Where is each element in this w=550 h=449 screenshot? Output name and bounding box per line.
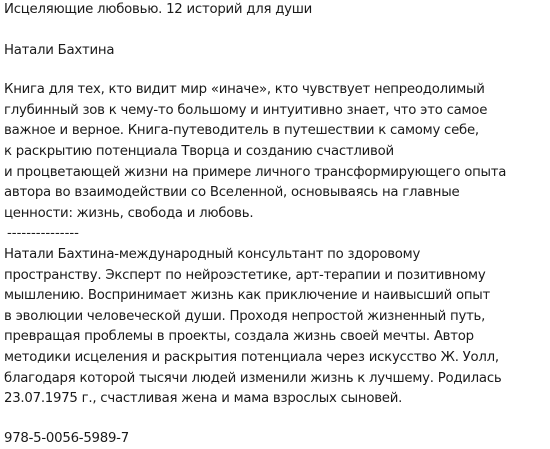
description-line: Книга для тех, кто видит мир «иначе», кто чувствует непреодолимый	[4, 82, 485, 98]
description-line: к раскрытию потенциала Творца и созданию счастливой	[4, 143, 394, 159]
bio-line: в эволюции человеческой души. Проходя непростой жизненный путь,	[4, 308, 486, 324]
description-line: важное и верное. Книга-путеводитель в путешествии к самому себе,	[4, 123, 479, 139]
bio-line: Натали Бахтина-международный консультант по здоровому	[4, 246, 421, 262]
bio-line: 23.07.1975 г., счастливая жена и мама взрослых сыновей.	[4, 391, 403, 407]
description-line: автора во взаимодействии со Вселенной, основываясь на главные	[4, 185, 460, 201]
bio-line: благодаря которой тысячи людей изменили жизнь к лучшему. Родилась	[4, 370, 502, 386]
description-line: и процветающей жизни на примере личного трансформирующего опыта	[4, 164, 507, 180]
bio-line: методики исцеления и раскрытия потенциала через искусство Ж. Уолл,	[4, 349, 499, 365]
bio-line: превращая проблемы в проекты, создала жизнь своей мечты. Автор	[4, 329, 474, 345]
bio-line: мышлению. Воспринимает жизнь как приключение и наивысший опыт	[4, 288, 491, 304]
bio-line: пространству. Эксперт по нейроэстетике, арт-терапии и позитивному	[4, 267, 486, 283]
isbn-number: 978-5-0056-5989-7	[4, 430, 129, 446]
description-line: глубинный зов к чему-то большому и интуитивно знает, что это самое	[4, 102, 488, 118]
description-line: ценности: жизнь, свобода и любовь.	[4, 205, 254, 221]
section-separator: ---------------	[7, 226, 79, 242]
book-description	[4, 80, 544, 245]
book-title: Исцеляющие любовью. 12 историй для души	[4, 2, 313, 17]
book-author: Натали Бахтина	[4, 42, 115, 58]
author-bio	[4, 245, 544, 410]
